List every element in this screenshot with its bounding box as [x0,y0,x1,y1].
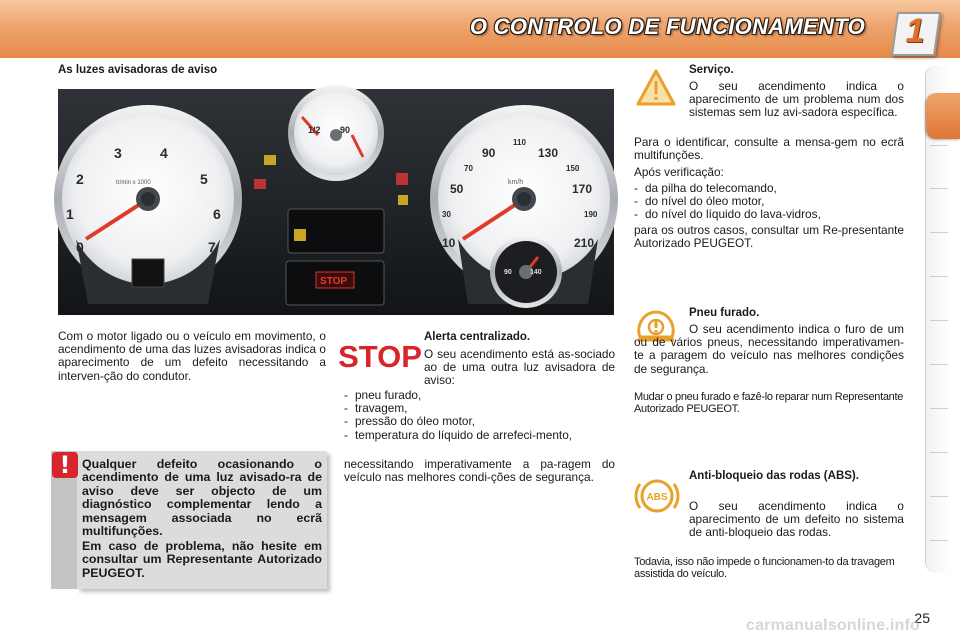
service-list [634,182,904,222]
rpm-tick-5: 5 [200,171,208,187]
speed-tick-110: 110 [513,138,526,147]
center-gauge-label: 1/2 [308,125,321,135]
page-title: O CONTROLO DE FUNCIONAMENTO [469,14,865,39]
tab-divider [930,452,948,453]
exclamation-icon: ! [52,452,78,478]
section-heading: As luzes avisadoras de aviso [58,64,218,76]
stop-icon-text: STOP [338,339,422,374]
tab-divider [930,188,948,189]
speed-tick-90: 90 [482,146,496,160]
service-after-check: Após verificação: [634,165,724,179]
instrument-cluster-image [58,89,614,315]
rpm-tick-2: 2 [76,171,84,187]
speed-tick-70: 70 [464,164,473,173]
tyre-text: O seu acendimento indica o furo de um ou de vários pneus, necessitando imperativamen-te a paragem do veículo nas melhores condições de segurança. [634,322,904,376]
service-other-cases: para os outros casos, consultar um Re-presentante Autorizado PEUGEOT. [634,223,904,251]
tab-divider [930,496,948,497]
abs-text: O seu acendimento indica o aparecimento de um defeito no sistema de anti-bloqueio das rodas. [689,499,904,540]
warning-text-1: Qualquer defeito ocasionando o acendimento de uma luz avisado-ra de aviso deve ser objecto de um diagnóstico complementar lendo a mensagem associada no ecrã multifunções. [82,457,322,539]
rpm-tick-0: 0 [76,239,84,255]
tab-divider [930,320,948,321]
list-item: - do nível do óleo motor, [634,195,904,208]
tyre-note: Mudar o pneu furado e fazê-lo reparar num Representante Autorizado PEUGEOT. [634,391,904,416]
speed-tick-170: 170 [572,182,593,196]
speed-tick-210: 210 [574,236,595,250]
rpm-tick-6: 6 [213,206,221,222]
center-gauge-value: 90 [340,125,351,135]
list-item: - da pilha do telecomando, [634,182,904,195]
list-item: - pressão do óleo motor, [344,415,615,428]
tab-divider [930,232,948,233]
abs-icon [634,476,680,516]
tyre-heading: Pneu furado. [689,307,760,319]
tab-divider [930,540,948,541]
small-gauge-tick-90: 90 [504,269,512,276]
speed-tick-150: 150 [566,164,580,173]
speed-tick-50: 50 [450,182,464,196]
page-number: 25 [914,610,930,626]
speed-tick-130: 130 [538,146,559,160]
tab-divider [930,145,948,146]
list-item: - travagem, [344,402,615,415]
chapter-number: 1 [905,12,925,50]
speed-tick-10: 10 [442,236,456,250]
service-text: O seu acendimento indica o aparecimento de um problema num dos sistemas sem luz avi-sadora específica. [689,79,904,120]
rpm-tick-1: 1 [66,206,74,222]
speed-unit: km/h [508,179,524,186]
abs-after: Todavia, isso não impede o funcionamen-to da travagem assistida do veículo. [634,556,895,581]
stop-icon [338,334,422,374]
rpm-unit: tr/min x 1000 [116,180,151,186]
tab-divider [930,408,948,409]
service-identify: Para o identificar, consulte a mensa-gem no ecrã multifunções. [634,135,904,163]
speed-tick-190: 190 [584,210,598,219]
centralized-alert-after: necessitando imperativamente a pa-ragem do veículo nas melhores condi-ções de segurança. [344,457,615,485]
list-item: - do nível do líquido do lava-vidros, [634,208,904,221]
active-chapter-tab[interactable] [926,93,960,139]
small-gauge-tick-140: 140 [530,269,542,276]
watermark: carmanualsonline.info [745,617,920,634]
tab-divider [930,364,948,365]
centralized-alert-text: O seu acendimento está as-sociado ao de uma outra luz avisadora de aviso: [424,347,615,388]
rpm-tick-4: 4 [160,145,168,161]
rpm-tick-7: 7 [208,239,216,255]
dash-stop-lamp: STOP [320,276,348,287]
list-item: - pneu furado, [344,389,615,402]
speed-tick-30: 30 [442,210,451,219]
warning-text-2: Em caso de problema, não hesite em consultar um Representante Autorizado PEUGEOT. [82,539,322,580]
service-heading: Serviço. [689,64,734,76]
abs-heading: Anti-bloqueio das rodas (ABS). [689,470,859,482]
list-item: - temperatura do líquido de arrefeci-mento, [344,429,615,442]
rpm-tick-3: 3 [114,145,122,161]
centralized-alert-list [344,389,615,442]
abs-icon-text: ABS [646,492,668,503]
intro-paragraph: Com o motor ligado ou o veículo em movimento, o acendimento de uma das luzes avisadoras indica o aparecimento de um defeito necessitando a interven-ção do condutor. [58,329,326,383]
centralized-alert-heading: Alerta centralizado. [424,331,531,343]
tab-divider [930,276,948,277]
warning-triangle-icon [636,68,676,108]
